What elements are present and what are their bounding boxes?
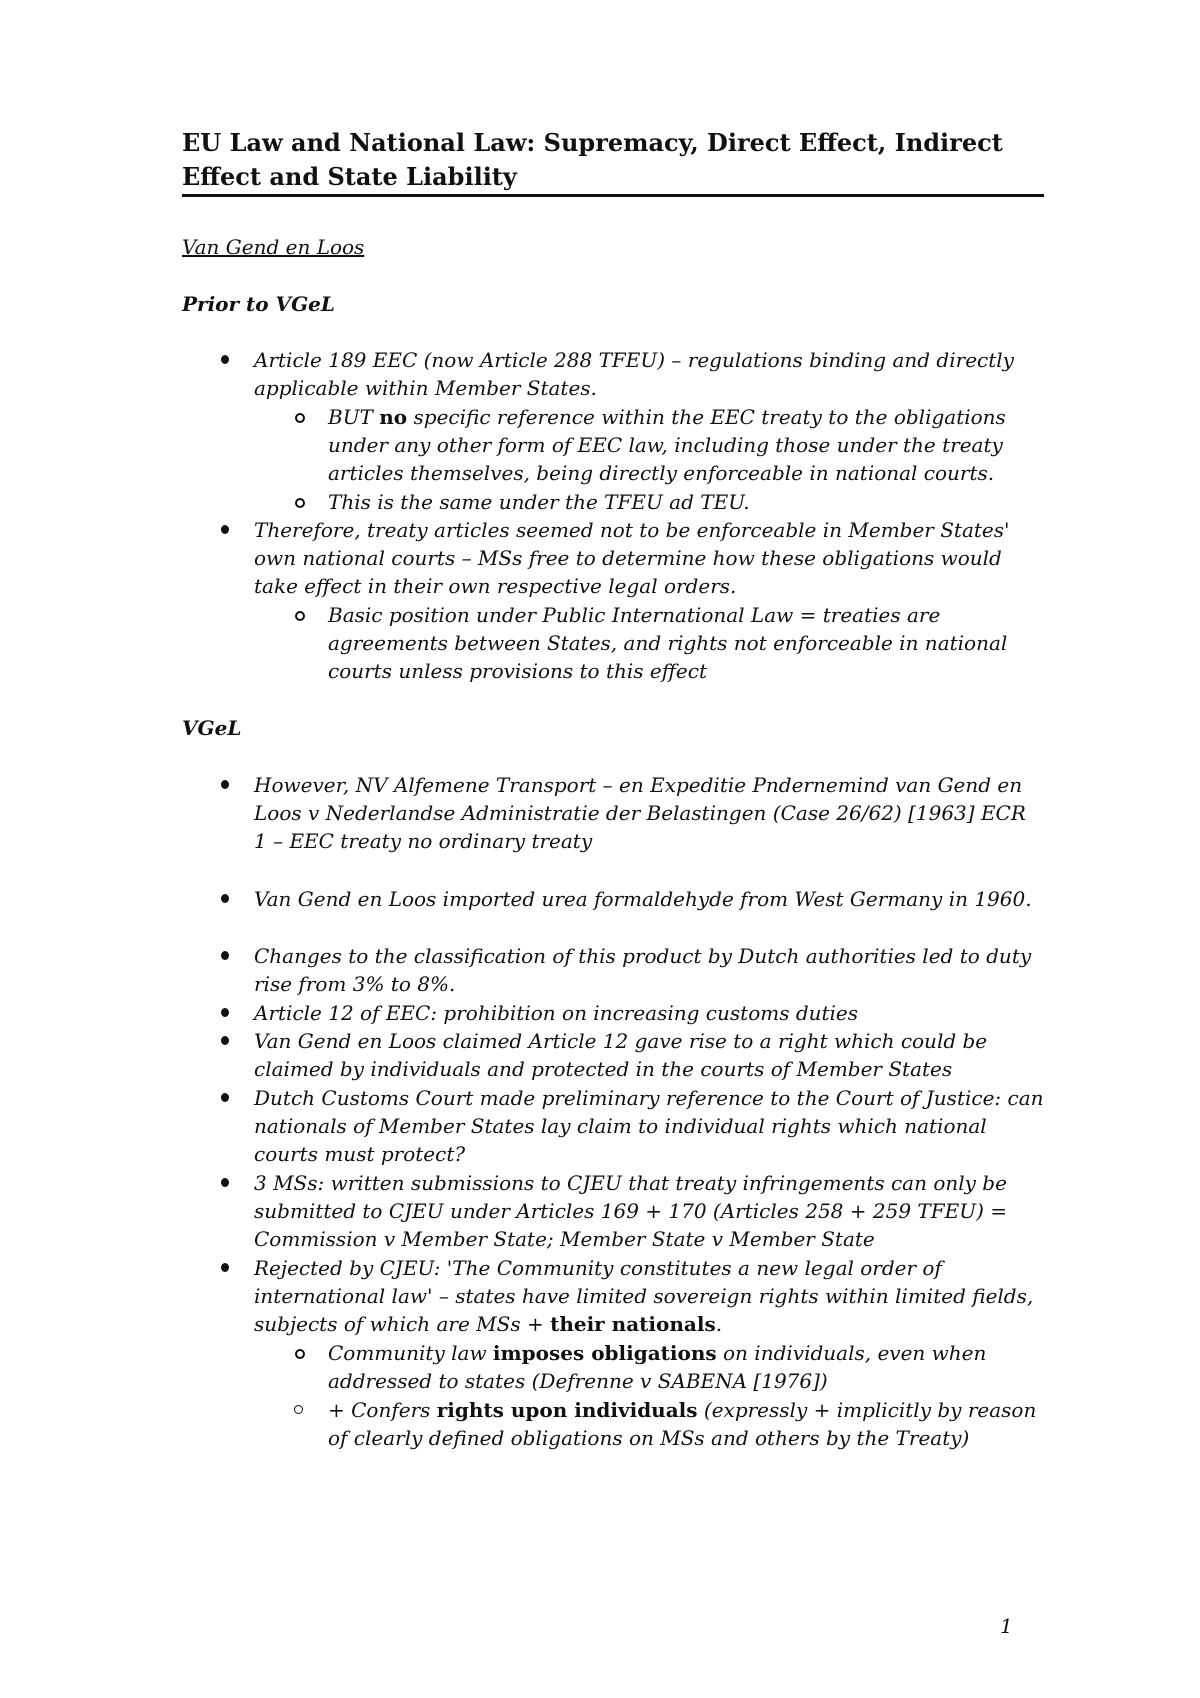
vgel-bullet-2: Van Gend en Loos imported urea formaldehyde from West Germany in 1960. — [254, 885, 1044, 913]
subheading-prior-to-vgel: Prior to VGeL — [182, 292, 335, 316]
vgel-bullet-8: Rejected by CJEU: 'The Community constitutes a new legal order of international law' – states have limited sovereign rights within limited fields, subjects of which are MSs + their nationals. — [254, 1254, 1044, 1339]
bullet-dot-icon — [221, 1093, 229, 1102]
vgel-bullet-7: 3 MSs: written submissions to CJEU that treaty infringements can only be submitted to CJEU under Articles 169 + 170 (Articles 258 + 259 TFEU) = Commission v Member State; Member State v Member State — [254, 1169, 1044, 1254]
prior-bullet-2: Therefore, treaty articles seemed not to be enforceable in Member States' own national courts – MSs free to determine how these obligations would take effect in their own respective legal orders. — [254, 516, 1044, 601]
bullet-dot-icon — [221, 1263, 229, 1272]
bullet-dot-icon — [221, 525, 229, 534]
vgel-bullet-8-sub-1: Community law imposes obligations on individuals, even when addressed to states (Defrenne v SABENA [1976]) — [328, 1339, 1044, 1395]
title-line-2: Effect and State Liability — [182, 162, 517, 191]
prior-bullet-1-sub-1: BUT no specific reference within the EEC treaty to the obligations under any other form of EEC law, including those under the treaty articles themselves, being directly enforceable in national courts. — [328, 403, 1044, 488]
title-line-1: EU Law and National Law: Supremacy, Direct Effect, Indirect — [182, 128, 1003, 157]
bullet-dot-icon — [221, 894, 229, 903]
bullet-dot-icon — [221, 780, 229, 789]
section-heading-van-gend: Van Gend en Loos — [182, 235, 365, 259]
bullet-dot-icon — [221, 1036, 229, 1045]
vgel-bullet-5: Van Gend en Loos claimed Article 12 gave rise to a right which could be claimed by individuals and protected in the courts of Member States — [254, 1027, 1044, 1083]
document-title — [182, 126, 1042, 194]
bullet-dot-icon — [221, 355, 229, 364]
title-underline-rule — [182, 194, 1044, 197]
vgel-bullet-8-sub-2: + Confers rights upon individuals (expressly + implicitly by reason of clearly defined obligations on MSs and others by the Treaty) — [328, 1396, 1044, 1452]
page-number: 1 — [1000, 1614, 1013, 1638]
bullet-circle-icon — [295, 1349, 305, 1359]
prior-bullet-1-sub-2: This is the same under the TFEU ad TEU. — [328, 488, 1044, 516]
bullet-dot-icon — [221, 1178, 229, 1187]
bullet-circle-icon — [295, 413, 305, 423]
vgel-bullet-4: Article 12 of EEC: prohibition on increasing customs duties — [254, 999, 1044, 1027]
bullet-circle-icon — [294, 1405, 303, 1414]
bullet-circle-icon — [295, 611, 305, 621]
prior-bullet-2-sub-1: Basic position under Public International Law = treaties are agreements between States, and rights not enforceable in national courts unless provisions to this effect — [328, 601, 1044, 686]
prior-bullet-1: Article 189 EEC (now Article 288 TFEU) – regulations binding and directly applicable within Member States. — [254, 346, 1044, 402]
bullet-dot-icon — [221, 951, 229, 960]
vgel-bullet-6: Dutch Customs Court made preliminary reference to the Court of Justice: can nationals of Member States lay claim to individual rights which national courts must protect? — [254, 1084, 1044, 1169]
subheading-vgel: VGeL — [182, 716, 242, 740]
bullet-circle-icon — [295, 498, 305, 508]
vgel-bullet-1: However, NV Alfemene Transport – en Expeditie Pndernemind van Gend en Loos v Nederlandse Administratie der Belastingen (Case 26/62) [1963] ECR 1 – EEC treaty no ordinary treaty — [254, 771, 1044, 856]
vgel-bullet-3: Changes to the classification of this product by Dutch authorities led to duty rise from 3% to 8%. — [254, 942, 1044, 998]
bullet-dot-icon — [221, 1008, 229, 1017]
